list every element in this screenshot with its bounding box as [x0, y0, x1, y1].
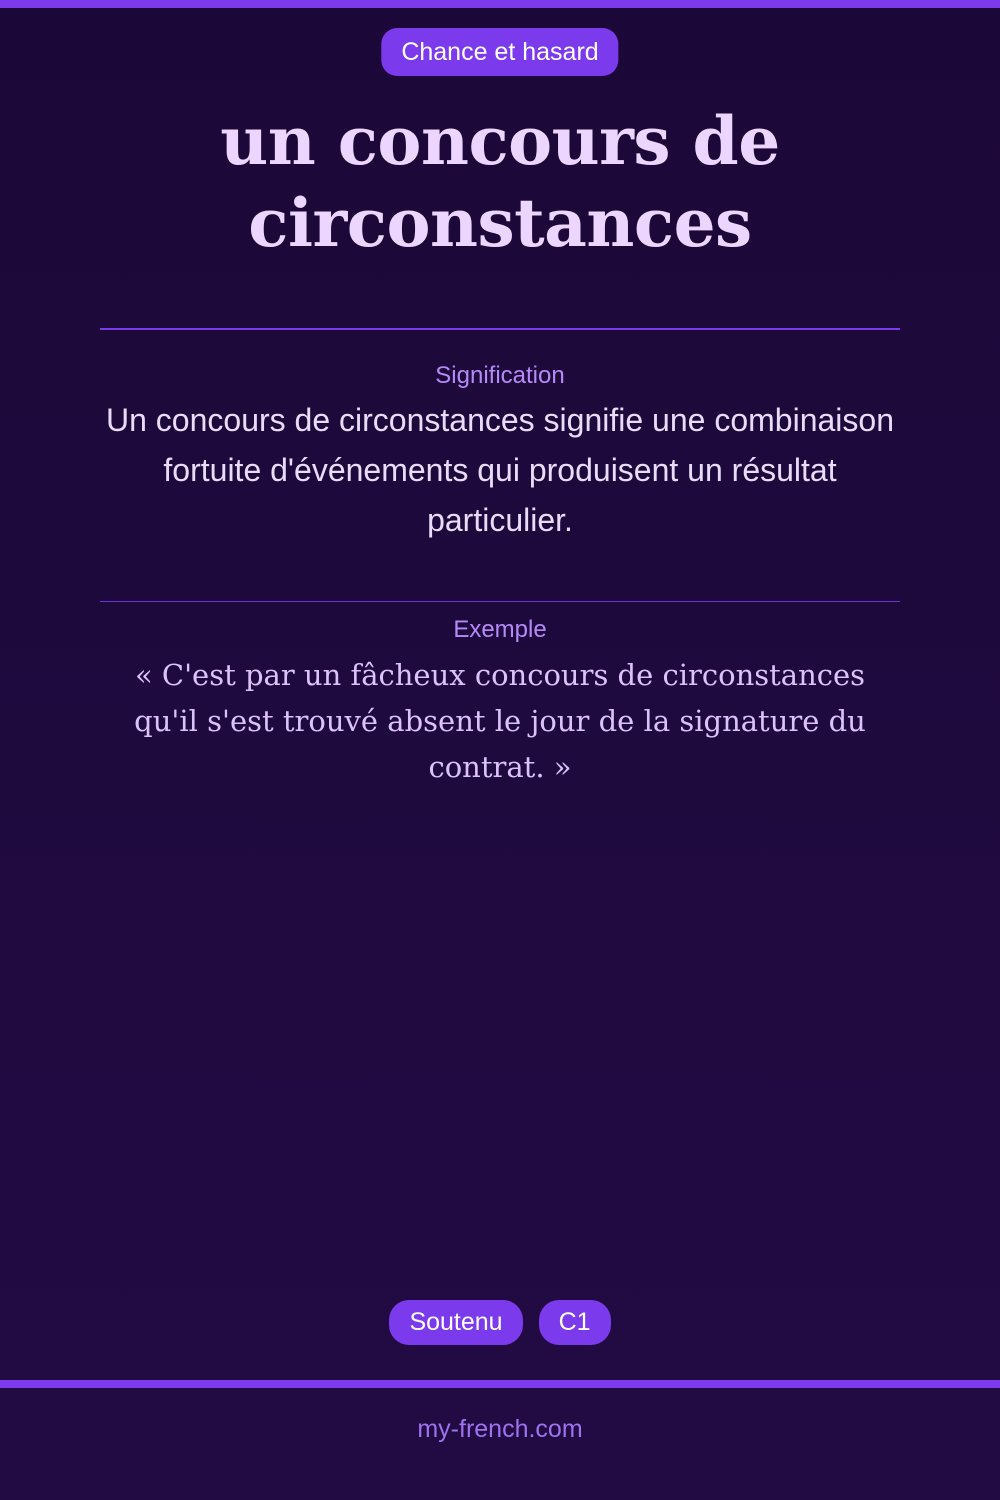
register-tag: Soutenu [389, 1300, 522, 1345]
divider [100, 601, 900, 602]
expression-title: un concours de circonstances [220, 102, 780, 262]
example-label: Exemple [453, 616, 547, 643]
divider [100, 328, 900, 330]
footer-site-link[interactable]: my-french.com [417, 1415, 583, 1443]
category-badge: Chance et hasard [381, 28, 618, 76]
tag-list [0, 1300, 1000, 1345]
top-accent-bar [0, 0, 1000, 8]
meaning-label: Signification [435, 362, 565, 389]
level-tag: C1 [539, 1300, 611, 1345]
bottom-accent-bar [0, 1380, 1000, 1388]
example-text: « C'est par un fâcheux concours de circonstances qu'il s'est trouvé absent le jour de la signature du contrat. » [134, 658, 866, 784]
meaning-text: Un concours de circonstances signifie une combinaison fortuite d'événements qui produisent un résultat particulier. [106, 402, 894, 538]
